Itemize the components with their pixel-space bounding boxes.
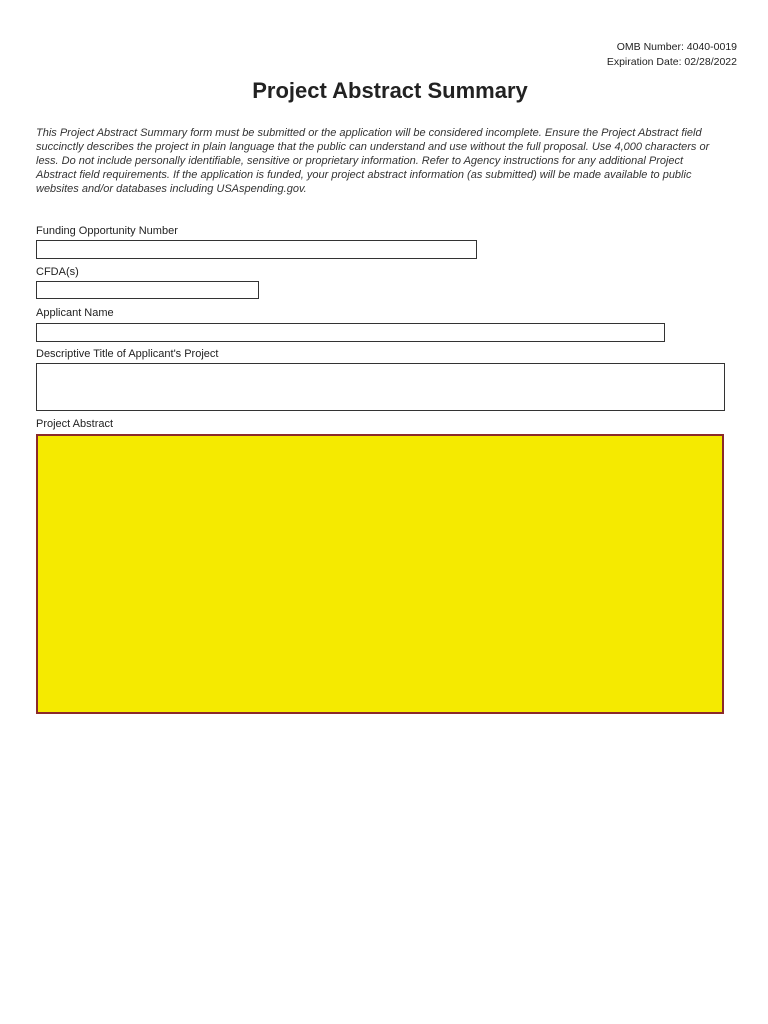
expiration-date: Expiration Date: 02/28/2022	[606, 56, 737, 68]
cfda-label: CFDA(s)	[36, 266, 79, 278]
descriptive-title-label: Descriptive Title of Applicant's Project	[36, 348, 219, 360]
applicant-name-label: Applicant Name	[36, 307, 114, 319]
omb-info	[607, 40, 737, 70]
funding-opportunity-number-input[interactable]	[36, 240, 477, 259]
applicant-name-input[interactable]	[36, 323, 665, 342]
project-abstract-input[interactable]	[36, 434, 724, 714]
omb-number: OMB Number: 4040-0019	[616, 41, 737, 53]
funding-opportunity-number-label: Funding Opportunity Number	[36, 225, 178, 237]
cfda-input[interactable]	[36, 281, 259, 299]
form-instructions: This Project Abstract Summary form must be submitted or the application will be considered incomplete. Ensure the Project Abstract field succinctly describes the project in plain language that the public can understand and use without the full proposal. Use 4,000 characters or less. Do not include personally identifiable, sensitive or proprietary information. Refer to Agency instructions for any additional Project Abstract field requirements. If the application is funded, your project abstract information (as submitted) will be made available to public websites and/or databases including USAspending.gov.	[36, 127, 710, 195]
descriptive-title-input[interactable]	[36, 363, 725, 411]
project-abstract-label: Project Abstract	[36, 418, 114, 430]
form-title: Project Abstract Summary	[252, 78, 528, 103]
